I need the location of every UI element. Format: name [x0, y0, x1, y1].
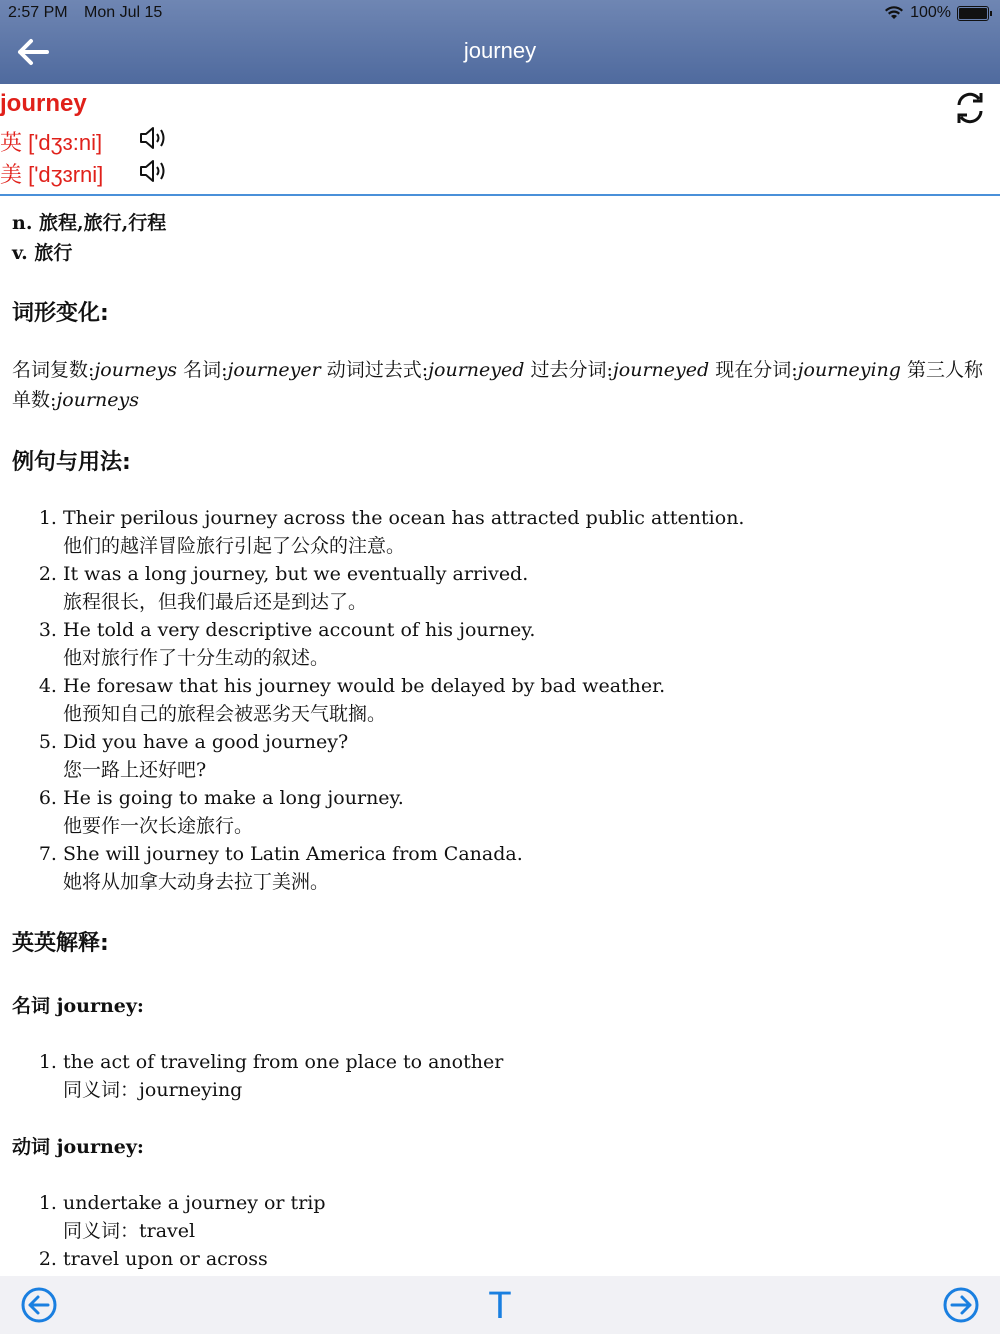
navigation-bar: [0, 0, 1000, 84]
refresh-icon[interactable]: [952, 90, 988, 126]
font-glyph: T: [488, 1285, 512, 1324]
next-word-icon[interactable]: [942, 1286, 980, 1324]
example-zh: 他对旅行作了十分生动的叙述。: [63, 647, 330, 669]
inflection-label: 名词复数:: [12, 359, 95, 381]
example-zh: 旅程很长，但我们最后还是到达了。: [63, 591, 368, 613]
speaker-icon-uk[interactable]: [138, 124, 168, 152]
list-item: [63, 504, 992, 560]
example-en: 5. Did you have a good journey?: [63, 731, 349, 753]
battery-icon: [957, 6, 989, 21]
headword: journey: [0, 90, 87, 117]
uk-pronunciation: 英 ['dʒɜ:ni]: [0, 130, 103, 155]
battery-tip: [990, 11, 992, 16]
status-bar: [0, 0, 1000, 28]
status-date: Mon Jul 15: [84, 4, 163, 21]
inflection-label: 过去分词:: [530, 359, 613, 381]
inflections-heading: 词形变化:: [12, 301, 109, 326]
inflection-form: journeyer: [227, 359, 321, 381]
list-item: [63, 728, 992, 784]
list-item: [63, 672, 992, 728]
inflections-text: [12, 355, 992, 415]
sense-synonym: 同义词：journeying: [63, 1079, 243, 1101]
status-time: 2:57 PM: [8, 4, 68, 21]
status-right: [884, 4, 992, 22]
example-zh: 他预知自己的旅程会被恶劣天气耽搁。: [63, 703, 387, 725]
inflection-form: journeyed: [428, 359, 525, 381]
verb-heading: 动词 journey:: [12, 1136, 144, 1158]
sense-def: 1. the act of traveling from one place to another: [63, 1051, 504, 1073]
inflection-form: journeyed: [612, 359, 710, 381]
example-zh: 他们的越洋冒险旅行引起了公众的注意。: [63, 535, 406, 557]
inflection-form: journeys: [94, 359, 178, 381]
sense-def: 1. undertake a journey or trip: [63, 1192, 326, 1214]
example-zh: 她将从加拿大动身去拉丁美洲。: [63, 871, 330, 893]
previous-word-icon[interactable]: [20, 1286, 58, 1324]
sense-def: 2. travel upon or across: [63, 1248, 268, 1270]
example-en: 6. He is going to make a long journey.: [63, 787, 404, 809]
inflection-label: 现在分词:: [715, 359, 798, 381]
noun-senses-list: [12, 1048, 992, 1104]
inflection-form: journeys: [56, 389, 140, 411]
list-item: [63, 840, 992, 896]
example-zh: 他要作一次长途旅行。: [63, 815, 254, 837]
definition-verb: v. 旅行: [12, 242, 73, 264]
speaker-icon-us[interactable]: [138, 157, 168, 185]
us-pronunciation: 美 ['dʒɜrni]: [0, 162, 104, 187]
wifi-icon: [884, 5, 904, 21]
example-en: 1. Their perilous journey across the ocean has attracted public attention.: [63, 507, 745, 529]
list-item: [63, 1189, 992, 1245]
content-area: [12, 208, 992, 1301]
inflection-label: 名词:: [183, 359, 228, 381]
header-divider: [0, 194, 1000, 196]
example-zh: 您一路上还好吧?: [63, 759, 207, 781]
noun-heading: 名词 journey:: [12, 995, 144, 1017]
inflection-form: journeying: [797, 359, 901, 381]
example-en: 7. She will journey to Latin America from Canada.: [63, 843, 523, 865]
list-item: [63, 1048, 992, 1104]
example-en: 4. He foresaw that his journey would be delayed by bad weather.: [63, 675, 666, 697]
examples-heading: 例句与用法:: [12, 450, 131, 475]
inflection-label: 动词过去式:: [326, 359, 429, 381]
english-heading: 英英解释:: [12, 931, 109, 956]
sense-synonym: 同义词：travel: [63, 1220, 196, 1242]
font-size-button[interactable]: [484, 1284, 516, 1324]
definition-noun: n. 旅程,旅行,行程: [12, 212, 167, 234]
list-item: [63, 784, 992, 840]
list-item: [63, 616, 992, 672]
battery-percent: 100%: [910, 4, 951, 21]
example-en: 2. It was a long journey, but we eventually arrived.: [63, 563, 529, 585]
inflection-label: 第三人称单数:: [12, 359, 984, 411]
list-item: [63, 560, 992, 616]
examples-list: [12, 504, 992, 896]
nav-title: journey: [463, 38, 537, 63]
example-en: 3. He told a very descriptive account of his journey.: [63, 619, 536, 641]
